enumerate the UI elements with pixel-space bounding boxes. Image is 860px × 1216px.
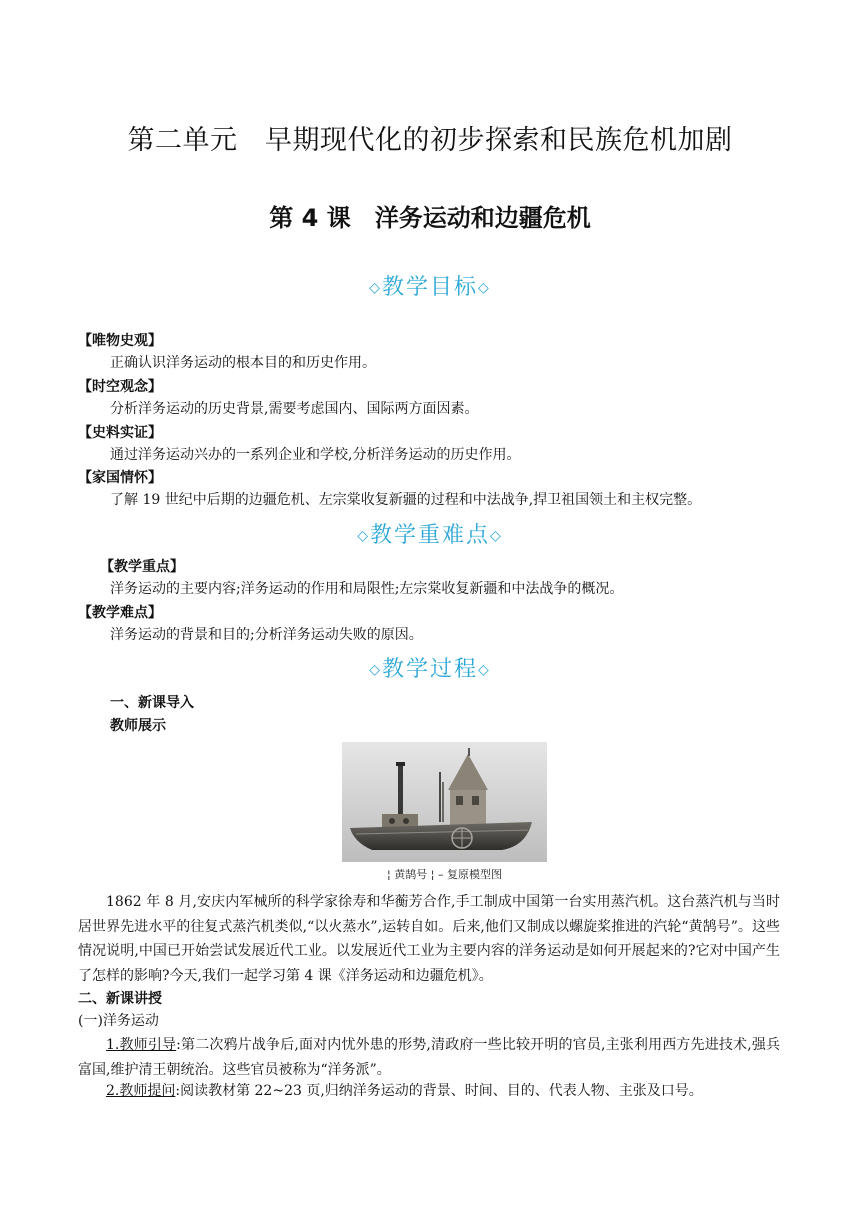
ship-model-image [342,742,547,862]
key-point-label: 【教学重点】 [100,559,184,575]
key-point-text: 洋务运动的主要内容;洋务运动的作用和局限性;左宗棠收复新疆和中法战争的概况。 [110,581,624,597]
steamboat-illustration [342,742,547,862]
item-2-label: 2.教师提问 [106,1083,176,1099]
diamond-icon: ◇ [490,528,503,544]
item-1-text: :第二次鸦片战争后,面对内忧外患的形势,清政府一些比较开明的官员,主张利用西方先进技术,强兵富国,维护清王朝统治。这些官员被称为“洋务派”。 [78,1037,780,1078]
key-point-text: 洋务运动的背景和目的;分析洋务运动失败的原因。 [110,627,423,643]
image-caption: ¦ 黄鹄号 ¦ – 复原模型图 [387,868,502,881]
subsection-title: (一)洋务运动 [78,1013,159,1029]
item-2-paragraph [78,1079,780,1104]
section-heading-process [0,652,860,683]
key-point-label: 【教学难点】 [78,605,162,621]
diamond-icon: ◇ [369,280,382,296]
section-heading-process-text: 教学过程 [381,657,478,682]
objective-text: 通过洋务运动兴办的一系列企业和学校,分析洋务运动的历史作用。 [110,447,521,463]
diamond-icon: ◇ [478,662,491,678]
objective-label: 【家国情怀】 [78,470,162,486]
item-2-text: :阅读教材第 22~23 页,归纳洋务运动的背景、时间、目的、代表人物、主张及口号。 [175,1083,703,1099]
objective-text: 了解 19 世纪中后期的边疆危机、左宗棠收复新疆的过程和中法战争,捍卫祖国领土和主权完整。 [110,492,702,508]
intro-paragraph: 1862 年 8 月,安庆内军械所的科学家徐寿和华蘅芳合作,手工制成中国第一台实用蒸汽机。这台蒸汽机与当时居世界先进水平的往复式蒸汽机类似,“以火蒸水”,运转自如。后来,他们又制成以螺旋桨推进的汽轮“黄鹄号”。这些情况说明,中国已开始尝试发展近代工业。以发展近代工业为主要内容的洋务运动是如何开展起来的?它对中国产生了怎样的影响?今天,我们一起学习第 4 课《洋务运动和边疆危机》。 [78,894,780,984]
diamond-icon: ◇ [478,280,491,296]
objective-label: 【时空观念】 [78,379,162,395]
objective-label: 【唯物史观】 [78,333,162,349]
objective-text: 分析洋务运动的历史背景,需要考虑国内、国际两方面因素。 [110,401,479,417]
step2-title: 二、新课讲授 [78,991,162,1007]
lesson-title: 第 4 课 洋务运动和边疆危机 [269,204,591,232]
section-heading-objectives [0,270,860,301]
step1-subtitle: 教师展示 [110,718,166,734]
section-heading-key-points-text: 教学重难点 [369,523,490,548]
diamond-icon: ◇ [357,528,370,544]
objective-label: 【史料实证】 [78,425,162,441]
item-1-paragraph [78,1033,780,1082]
section-heading-key-points [0,518,860,549]
step1-title: 一、新课导入 [110,695,194,711]
item-1-label: 1.教师引导 [106,1037,177,1053]
section-heading-objectives-text: 教学目标 [381,275,478,300]
objective-text: 正确认识洋务运动的根本目的和历史作用。 [110,355,376,371]
diamond-icon: ◇ [369,662,382,678]
unit-title: 第二单元 早期现代化的初步探索和民族危机加剧 [127,125,733,156]
